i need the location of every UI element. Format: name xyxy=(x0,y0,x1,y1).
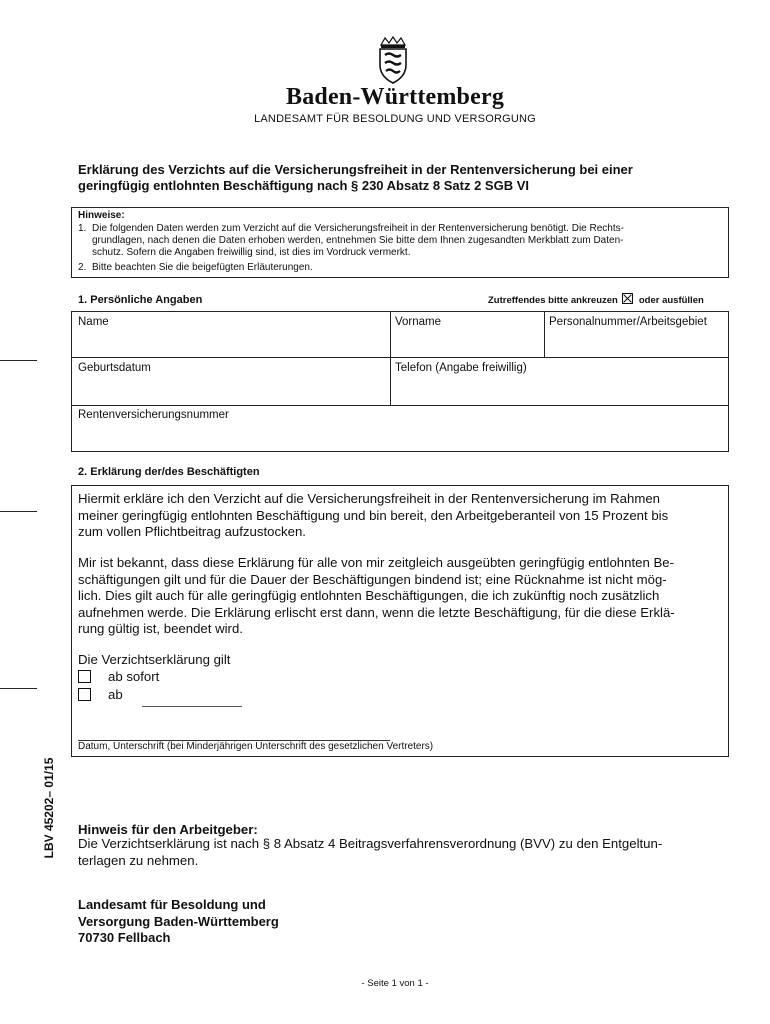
option-immediate-label: ab sofort xyxy=(108,669,160,684)
declaration-paragraph xyxy=(78,491,723,541)
note-line: schutz. Sofern die Angaben freiwillig sind, ist dies im Vordruck vermerkt. xyxy=(92,247,411,258)
note-line: Die folgenden Daten werden zum Verzicht auf die Versicherungsfreiheit in der Rentenversicherung benötigt. Die Rechts- xyxy=(92,223,624,234)
page-number: - Seite 1 von 1 - xyxy=(361,978,429,989)
employer-note-text xyxy=(78,836,718,869)
return-address xyxy=(78,897,279,947)
paragraph-line: rung gültig ist, beendet wird. xyxy=(78,621,243,636)
field-vorname[interactable]: Vorname xyxy=(395,316,442,328)
validity-intro: Die Verzichtserklärung gilt xyxy=(78,652,231,667)
grid-divider xyxy=(71,405,729,406)
field-geburtsdatum[interactable]: Geburtsdatum xyxy=(78,362,151,374)
declaration-paragraph xyxy=(78,555,723,638)
employer-note-title: Hinweis für den Arbeitgeber: xyxy=(78,822,258,837)
notes-title: Hinweise: xyxy=(78,210,125,221)
checkbox-from-date[interactable] xyxy=(78,688,91,701)
note-number: 1. xyxy=(78,223,87,234)
paragraph-line: Mir ist bekannt, dass diese Erklärung für alle von mir zeitgleich ausgeübten geringfügig entlohnten Be- xyxy=(78,555,674,570)
personal-data-grid xyxy=(71,311,729,452)
paragraph-line: Hiermit erkläre ich den Verzicht auf die Versicherungsfreiheit in der Rentenversicherung im Rahmen xyxy=(78,491,660,506)
fold-mark xyxy=(0,360,37,361)
address-line: Landesamt für Besoldung und xyxy=(78,897,266,912)
note-item xyxy=(78,262,728,274)
field-personalnummer[interactable]: Personalnummer/Arbeitsgebiet xyxy=(549,316,707,328)
org-subtitle: LANDESAMT FÜR BESOLDUNG UND VERSORGUNG xyxy=(254,113,536,125)
grid-divider xyxy=(390,311,391,405)
signature-caption: Datum, Unterschrift (bei Minderjährigen Unterschrift des gesetzlichen Vertreters) xyxy=(78,741,434,752)
employer-note-line: terlagen zu nehmen. xyxy=(78,852,199,868)
note-line: Bitte beachten Sie die beigefügten Erläuterungen. xyxy=(92,262,313,273)
fold-mark xyxy=(0,511,37,512)
note-line: grundlagen, nach denen die Daten erhoben werden, entnehmen Sie bitte dem Ihnen zugesandten Merkblatt zum Daten- xyxy=(92,235,624,246)
fold-mark xyxy=(0,688,37,689)
employer-note-line: Die Verzichtserklärung ist nach § 8 Absatz 4 Beitragsverfahrensverordnung (BVV) zu den Entgeltun- xyxy=(78,836,663,851)
field-telefon[interactable]: Telefon (Angabe freiwillig) xyxy=(395,362,527,374)
address-line: 70730 Fellbach xyxy=(78,930,171,945)
checkbox-immediate[interactable] xyxy=(78,670,91,683)
grid-divider xyxy=(544,311,545,357)
fill-hint-right: oder ausfüllen xyxy=(638,295,704,306)
field-rentenversicherungsnummer[interactable]: Rentenversicherungsnummer xyxy=(78,409,229,421)
section-2-title: 2. Erklärung der/des Beschäftigten xyxy=(78,466,260,478)
org-name: Baden-Württemberg xyxy=(285,84,505,110)
paragraph-line: schäftigungen gilt und für die Dauer der Beschäftigungen bindend ist; eine Rücknahme ist nicht mög- xyxy=(78,571,667,587)
address-line: Versorgung Baden-Württemberg xyxy=(78,913,279,929)
section-1-title: 1. Persönliche Angaben xyxy=(78,294,203,306)
option-from-label: ab xyxy=(108,687,123,702)
grid-divider xyxy=(71,357,729,358)
form-title-line: Erklärung des Verzichts auf die Versicherungsfreiheit in der Rentenversicherung bei einer xyxy=(78,162,633,177)
from-date-input[interactable] xyxy=(142,706,242,707)
coat-of-arms-icon xyxy=(373,35,413,85)
form-title-line: geringfügig entlohnten Beschäftigung nach § 230 Absatz 8 Satz 2 SGB VI xyxy=(78,178,529,193)
paragraph-line: aufnehmen werde. Die Erklärung erlischt erst dann, wenn die letzte Beschäftigung, für die diese Erklä- xyxy=(78,604,675,620)
fill-hint xyxy=(488,293,704,306)
form-title xyxy=(78,162,718,194)
fill-hint-left: Zutreffendes bitte ankreuzen xyxy=(488,295,618,306)
form-code: LBV 45202– 01/15 xyxy=(42,757,56,859)
paragraph-line: lich. Dies gilt auch für alle geringfügig entlohnten Beschäftigungen, die ich zukünftig noch zusätzlich xyxy=(78,588,660,603)
paragraph-line: zum vollen Pflichtbeitrag aufzustocken. xyxy=(78,524,306,539)
note-item xyxy=(78,223,728,259)
field-name[interactable]: Name xyxy=(78,316,109,328)
note-number: 2. xyxy=(78,262,87,273)
paragraph-line: meiner geringfügig entlohnten Beschäftigung und bin bereit, den Arbeitgeberanteil von 15 Prozent bis xyxy=(78,507,669,523)
checked-box-icon xyxy=(622,293,633,304)
